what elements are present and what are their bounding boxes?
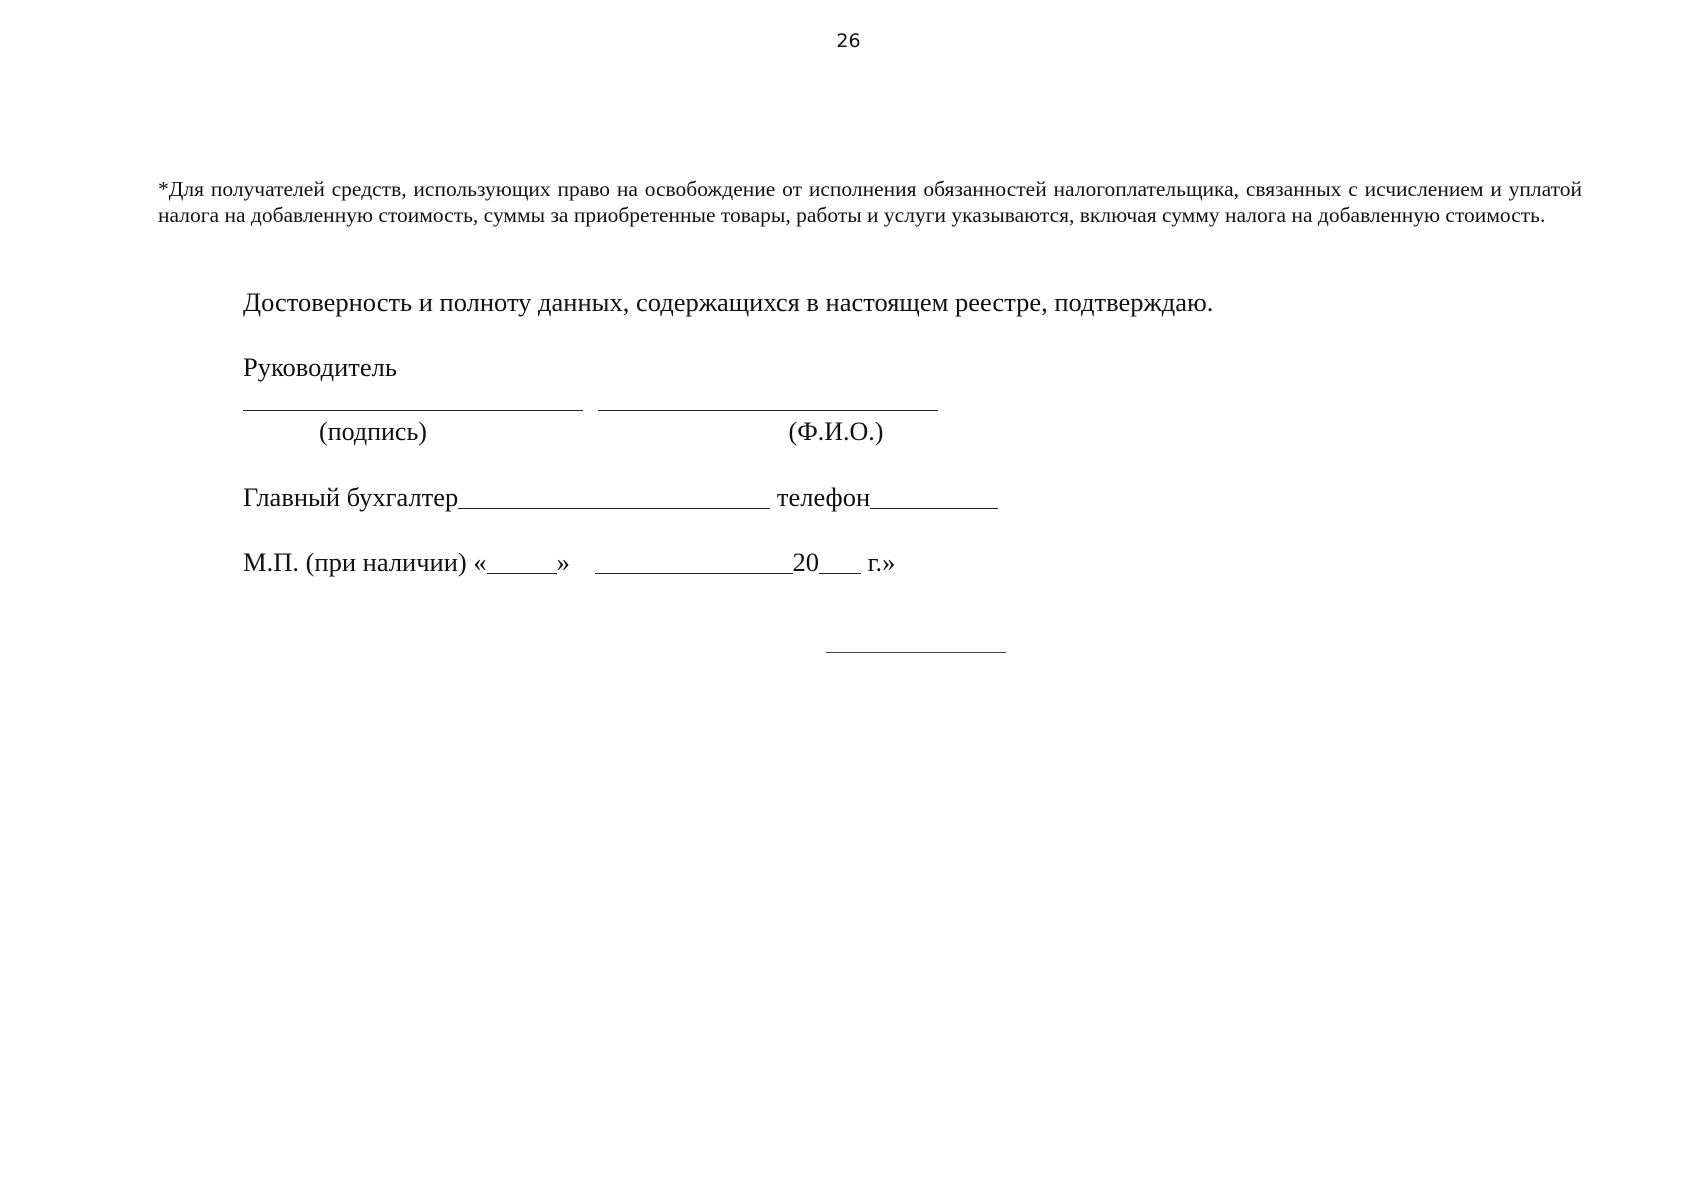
month-field[interactable] bbox=[595, 553, 793, 574]
chief-accountant-label: Главный бухгалтер bbox=[243, 482, 459, 512]
footnote-text: *Для получателей средств, использующих право на освобождение от исполнения обязанностей налогоплательщика, связанных с исчислением и уплатой налога на добавленную стоимость, суммы за приобретенные товары, работы и услуги указываются, включая сумму налога на добавленную стоимость. bbox=[158, 177, 1582, 227]
year-field[interactable] bbox=[819, 553, 861, 574]
phone-label: телефон bbox=[776, 482, 871, 512]
quote-close: » bbox=[556, 547, 570, 577]
chief-accountant-signature-field[interactable] bbox=[458, 488, 770, 509]
day-field[interactable] bbox=[487, 553, 557, 574]
stamp-prefix: М.П. (при наличии) « bbox=[243, 547, 487, 577]
chief-accountant-row bbox=[243, 481, 998, 513]
year-century: 20 bbox=[792, 547, 819, 577]
manager-name-line[interactable] bbox=[598, 410, 938, 411]
name-caption: (Ф.И.О.) bbox=[788, 417, 884, 446]
stamp-date-row bbox=[243, 546, 895, 578]
certification-statement: Достоверность и полноту данных, содержащихся в настоящем реестре, подтверждаю. bbox=[243, 287, 1214, 317]
signature-caption: (подпись) bbox=[319, 417, 427, 446]
end-rule bbox=[826, 652, 1006, 653]
phone-field[interactable] bbox=[870, 488, 998, 509]
manager-signature-line[interactable] bbox=[243, 410, 583, 411]
page-number: 26 bbox=[836, 30, 861, 52]
year-suffix: г.» bbox=[861, 547, 896, 577]
manager-label: Руководитель bbox=[243, 352, 397, 382]
